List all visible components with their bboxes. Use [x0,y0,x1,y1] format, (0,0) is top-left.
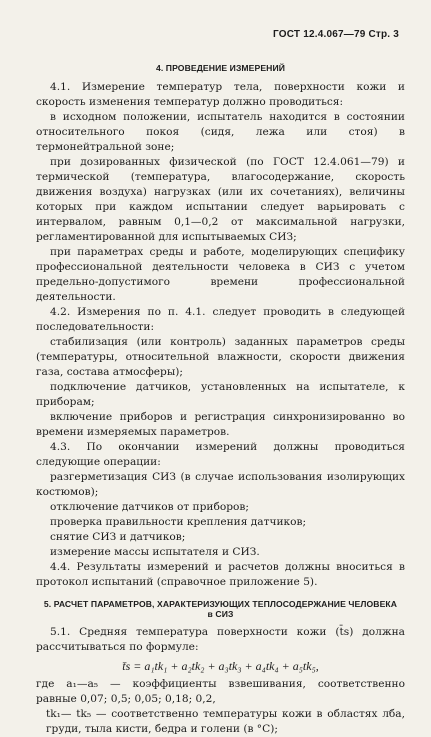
para-environment-params: при параметрах среды и работе, моделирующих специфику профессиональной деятельности человека в СИЗ с учетом предельно-допустимого времени профессиональной деятельности. [36,246,405,303]
para-weighting-coefficients: где a₁—a₅ — коэффициенты взвешивания, соответственно равные 0,07; 0,5; 0,05; 0,18; 0,2, [36,678,405,705]
section-5-title-cont: в СИЗ [207,609,234,619]
section-5-title: 5. РАСЧЕТ ПАРАМЕТРОВ, ХАРАКТЕРИЗУЮЩИХ ТЕПЛОСОДЕРЖАНИЕ ЧЕЛОВЕКА [43,599,398,609]
para-removal: снятие СИЗ и датчиков; [50,531,186,543]
para-4-3: 4.3. По окончании измерений должны проводиться следующие операции: [36,441,405,468]
para-5-1: 5.1. Средняя температура поверхности кожи (t̄s) должна рассчитываться по формуле: [36,626,405,653]
para-4-4: 4.4. Результаты измерений и расчетов должны вноситься в протокол испытаний (справочное приложение 5). [36,561,405,588]
para-sensor-disconnect: отключение датчиков от приборов; [50,501,249,513]
page-header: ГОСТ 12.4.067—79 Стр. 3 [273,29,399,40]
para-sensor-check: проверка правильности крепления датчиков; [50,516,307,528]
section-4-title: 4. ПРОВЕДЕНИЕ ИЗМЕРЕНИЙ [155,63,286,73]
para-sensor-connection: подключение датчиков, установленных на испытателе, к приборам; [36,381,405,408]
para-dosed-loads: при дозированных физической (по ГОСТ 12.4.061—79) и термической (температура, влагосодержание, скорость движения воздуха) нагрузках (или их сочетаниях), величины которых при каждом испытании следует варьировать с интервалом, равным 0,1—0,2 от максимальной нагрузки, регламентированной для испытываемых СИЗ; [36,156,405,243]
para-4-2: 4.2. Измерения по п. 4.1. следует проводить в следующей последовательности: [36,306,405,333]
para-instrument-switching: включение приборов и регистрация синхронизированно во времени измеряемых параметров. [36,411,405,438]
para-stabilization: стабилизация (или контроль) заданных параметров среды (температуры, относительной влажности, скорости движения газа, состава атмосферы); [36,336,405,378]
para-initial-position: в исходном положении, испытатель находится в состоянии относительного покоя (сидя, лежа или стоя) в термонейтральной зоне; [36,111,405,153]
para-4-1: 4.1. Измерение температур тела, поверхности кожи и скорость изменения температур должно проводиться: [36,81,405,108]
para-depressurization: разгерметизация СИЗ (в случае использования изолирующих костюмов); [36,471,405,498]
formula-mean-skin-temperature: t̄s = a₁tk₁ + a₂tk₂ + a₃tk₃ + a₄tk₄ + a₅tk₅, [122,659,319,673]
para-mass-measurement: измерение массы испытателя и СИЗ. [50,546,260,558]
para-skin-temperatures: tk₁— tk₅ — соответственно температуры кожи в областях лба, груди, тыла кисти, бедра и голени (в °С); [46,708,405,735]
